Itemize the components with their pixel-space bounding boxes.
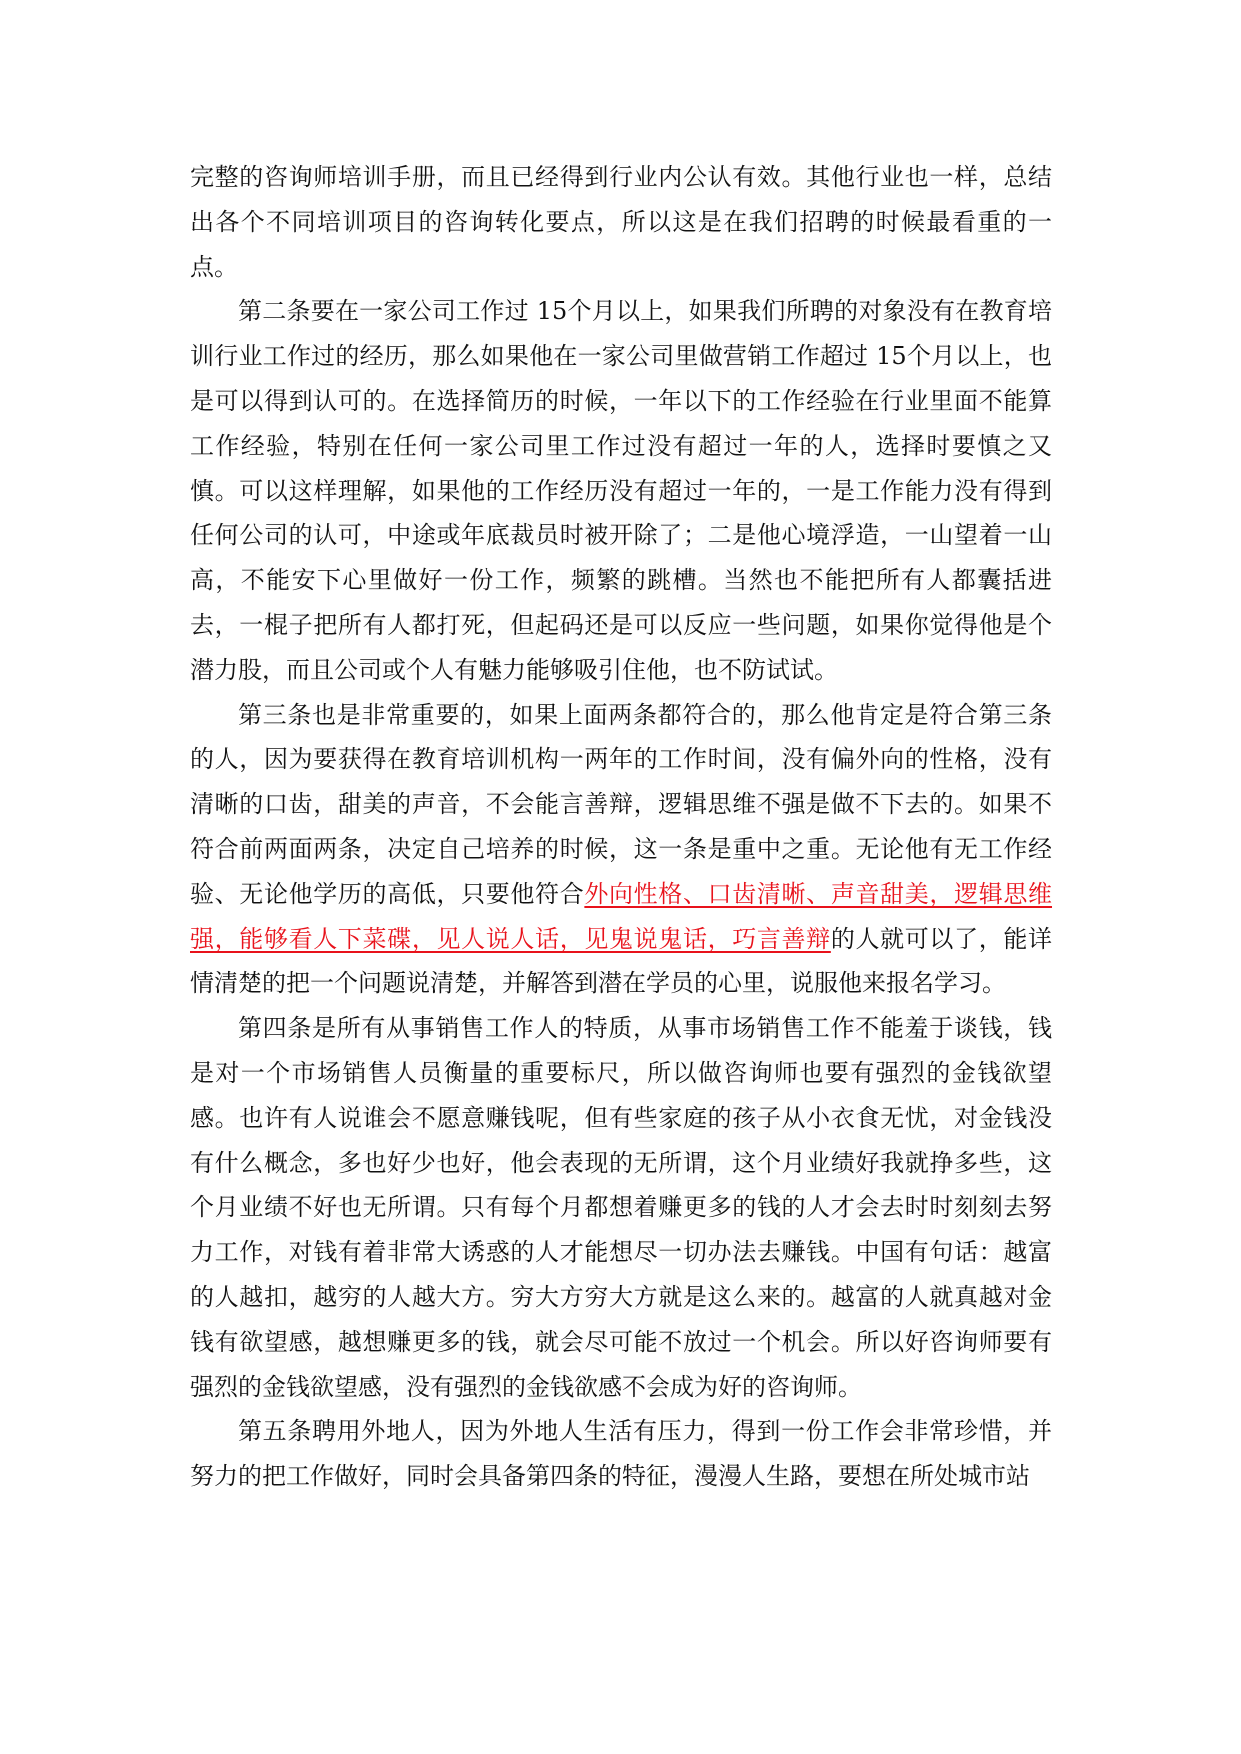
document-page (190, 155, 1052, 1499)
paragraph-3 (190, 693, 1052, 1007)
paragraph-3-text-before: 第三条也是非常重要的，如果上面两条都符合的，那么他肯定是符合第三条的人，因为要获得在教育培训机构一两年的工作时间，没有偏外向的性格，没有清晰的口齿，甜美的声音，不会能言善辩，逻辑思维不强是做不下去的。如果不符合前两面两条，决定自己培养的时候，这一条是重中之重。无论他有无工作经验、无论他学历的高低，只要他符合 (190, 700, 1052, 908)
paragraph-4: 第四条是所有从事销售工作人的特质，从事市场销售工作不能羞于谈钱，钱是对一个市场销售人员衡量的重要标尺，所以做咨询师也要有强烈的金钱欲望感。也许有人说谁会不愿意赚钱呢，但有些家庭的孩子从小衣食无忧，对金钱没有什么概念，多也好少也好，他会表现的无所谓，这个月业绩好我就挣多些，这个月业绩不好也无所谓。只有每个月都想着赚更多的钱的人才会去时时刻刻去努力工作，对钱有着非常大诱惑的人才能想尽一切办法去赚钱。中国有句话：越富的人越扣，越穷的人越大方。穷大方穷大方就是这么来的。越富的人就真越对金钱有欲望感，越想赚更多的钱，就会尽可能不放过一个机会。所以好咨询师要有强烈的金钱欲望感，没有强烈的金钱欲感不会成为好的咨询师。 (190, 1014, 1052, 1401)
paragraph-1: 完整的咨询师培训手册，而且已经得到行业内公认有效。其他行业也一样，总结出各个不同培训项目的咨询转化要点，所以这是在我们招聘的时候最看重的一点。 (190, 163, 1052, 281)
paragraph-3-text-after: 的人就可以了，能详情清楚的把一个问题说清楚，并解答到潜在学员的心里，说服他来报名学习。 (190, 924, 1053, 998)
paragraph-2: 第二条要在一家公司工作过 15个月以上，如果我们所聘的对象没有在教育培训行业工作过的经历，那么如果他在一家公司里做营销工作超过 15个月以上，也是可以得到认可的。在选择简历的时候，一年以下的工作经验在行业里面不能算工作经验，特别在任何一家公司里工作过没有超过一年的人，选择时要慎之又慎。可以这样理解，如果他的工作经历没有超过一年的，一是工作能力没有得到任何公司的认可，中途或年底裁员时被开除了；二是他心境浮造，一山望着一山高，不能安下心里做好一份工作，频繁的跳槽。当然也不能把所有人都囊括进去，一棍子把所有人都打死，但起码还是可以反应一些问题，如果你觉得他是个潜力股，而且公司或个人有魅力能够吸引住他，也不防试试。 (190, 297, 1052, 684)
paragraph-5: 第五条聘用外地人，因为外地人生活有压力，得到一份工作会非常珍惜，并努力的把工作做好，同时会具备第四条的特征，漫漫人生路，要想在所处城市站 (190, 1417, 1052, 1491)
highlighted-phrase: 外向性格、口齿清晰、声音甜美，逻辑思维强，能够看人下菜碟，见人说人话，见鬼说鬼话，巧言善辩 (190, 879, 1053, 953)
